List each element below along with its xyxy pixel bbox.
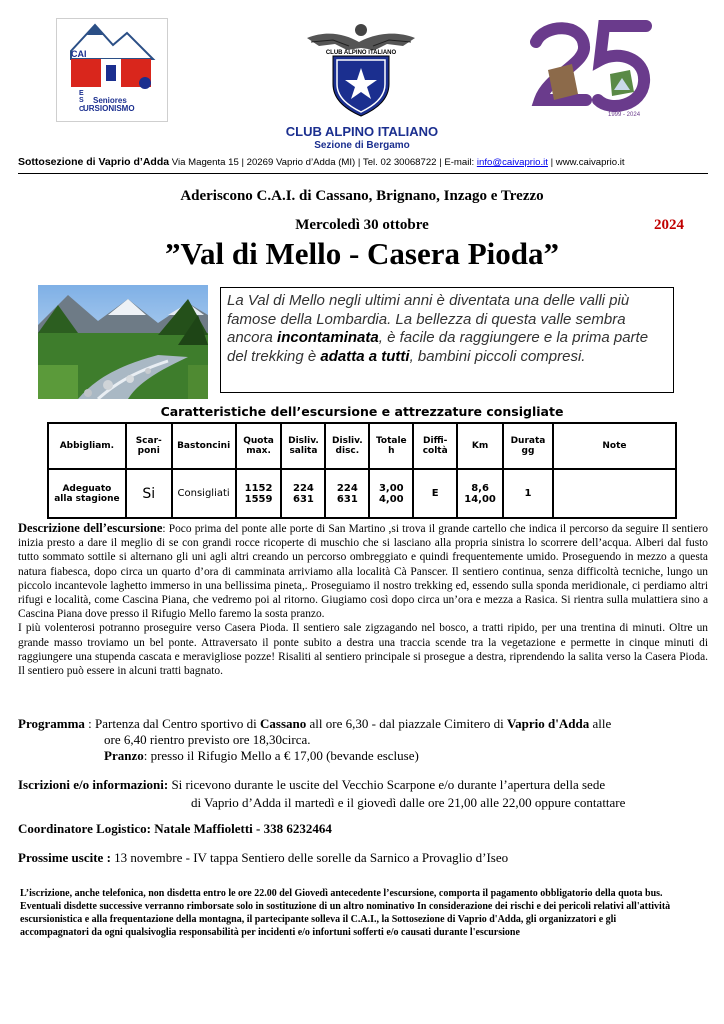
header-km: Km bbox=[457, 423, 503, 469]
cell-durata: 1 bbox=[503, 469, 553, 518]
program-line2: ore 6,40 rientro previsto ore 18,30circa. bbox=[104, 732, 311, 747]
website-text: | www.caivaprio.it bbox=[550, 157, 625, 168]
cell-disliv-salita: 224 631 bbox=[281, 469, 325, 518]
event-year: 2024 bbox=[654, 217, 684, 233]
header-note: Note bbox=[553, 423, 676, 469]
cai-eagle-logo bbox=[303, 20, 419, 118]
header-quota: Quota max. bbox=[236, 423, 282, 469]
address-text: Via Magenta 15 | 20269 Vaprio d’Adda (MI) | Tel. 02 30068722 | E-mail: bbox=[171, 157, 475, 168]
specs-table-title: Caratteristiche dell’escursione e attrezzature consigliate bbox=[160, 404, 564, 419]
svg-text:E: E bbox=[79, 90, 84, 97]
registration-label: Iscrizioni e/o informazioni: bbox=[18, 777, 169, 792]
specs-table bbox=[47, 422, 677, 519]
description-label: Descrizione dell’escursione bbox=[18, 521, 163, 535]
program-label: Programma bbox=[18, 716, 85, 731]
header-disliv-disc: Disliv. disc. bbox=[325, 423, 369, 469]
description bbox=[18, 521, 708, 678]
seniores-escursionismo-logo bbox=[56, 18, 168, 122]
header-disliv-salita: Disliv. salita bbox=[281, 423, 325, 469]
intro-bold-untouched: incontaminata bbox=[277, 329, 379, 346]
valley-photo bbox=[38, 285, 208, 399]
cell-quota: 1152 1559 bbox=[236, 469, 282, 518]
program: Programma : Partenza dal Centro sportivo di Cassano all ore 6,30 - dal piazzale Cimitero di Vaprio d'Adda alle ore 6,40 rientro previsto ore 18,30circa. Pranzo: presso il Rifugio Mello a € 17,00 (bevande escluse) bbox=[18, 716, 708, 764]
svg-text:URSIONISMO: URSIONISMO bbox=[83, 104, 135, 113]
cell-scarponi: Si bbox=[126, 469, 172, 518]
cell-km: 8,6 14,00 bbox=[457, 469, 503, 518]
cell-abbigliam: Adeguato alla stagione bbox=[48, 469, 126, 518]
header-totale: Totale h bbox=[369, 423, 413, 469]
lunch-label: Pranzo bbox=[104, 748, 144, 763]
svg-text:S: S bbox=[79, 97, 84, 104]
header-difficolta: Diffi- coltà bbox=[413, 423, 457, 469]
header-scarponi: Scar- poni bbox=[126, 423, 172, 469]
cell-totale: 3,00 4,00 bbox=[369, 469, 413, 518]
intro-box: La Val di Mello negli ultimi anni è diventata una delle valli più famose della Lombardia. La bellezza di questa valle sembra ancora incontaminata, è facile da raggiungere e la prima parte del trekking è adatta a tutti, bambini piccoli compresi. bbox=[220, 287, 674, 393]
registration: Iscrizioni e/o informazioni: Si ricevono durante le uscite del Vecchio Scarpone e/o durante l’apertura della sede di Vaprio d’Adda il martedì e il giovedì dalle ore 21,00 alle 22,00 oppure contattare bbox=[18, 776, 708, 812]
next-trips bbox=[18, 850, 708, 866]
coordinator: Coordinatore Logistico: Natale Maffioletti - 338 6232464 bbox=[18, 821, 332, 836]
disclaimer: L’iscrizione, anche telefonica, non disdetta entro le ore 22.00 del Giovedì antecedente l’escursione, comporta il pagamento obbligatorio della quota bus. Eventuali disdette successive verranno rimborsate solo in sostituzione di un altro nominativo In considerazione dei rischi e dei pericoli relativi all'attività escursionistica e alla frequentazione della montagna, il partecipante solleva il C.A.I., la Sottosezione di Vaprio d'Adda, gli organizzatori e gli accompagnatori da ogni qualsivoglia responsabilità per incidenti e/o infortuni sofferti e/o causati durante l'escursione bbox=[20, 888, 671, 938]
subsection-name: Sottosezione di Vaprio d’Adda bbox=[18, 156, 170, 168]
header-abbigliam: Abbigliam. bbox=[48, 423, 126, 469]
description-p1: : Poco prima del ponte alle porte di San Martino ,si trova il grande cartello che indica il percorso da seguire Il sentiero inizia presto a dare il meglio di se con grandi rocce ricoperte di muschio che si lasciano alla propria sinistra lo scorrere dell’acqua. Alberi dal fusto tutto sommato sottile si alternano gli uni agli altri creando un percorso ombreggiato e quindi frequentemente umido. Proseguendo in mezzo a questa natura fiabesca, dopo circa un quarto d’ora di camminata arriviamo alla località Cà Panscer. Il sentiero continua, senza difficoltà tecniche, lungo un piccolo incantevole laghetto immerso in una bellissima pineta,. Proseguiamo il nostro trekking ed, essendo sulla sponda meridionale, ci perdiamo altri rifugi e località, come Cascina Piana, che vedremo poi al ritorno. Giugiamo così dopo circa un’ora e mezza a Rasica. Si rientra sulla mulattiera sino a Cascina Piana dove presso il Rifugio Mello faremo la sosta pranzo. bbox=[18, 523, 708, 621]
logo-right-years: 1999 - 2024 bbox=[608, 112, 641, 118]
header-durata: Durata gg bbox=[503, 423, 553, 469]
cell-disliv-disc: 224 631 bbox=[325, 469, 369, 518]
svg-text:Seniores: Seniores bbox=[93, 96, 127, 105]
next-trips-label: Prossime uscite : bbox=[18, 850, 111, 865]
specs-header-row bbox=[48, 423, 676, 469]
event-date: Mercoledì 30 ottobre bbox=[295, 217, 429, 233]
cell-note bbox=[553, 469, 676, 518]
address-line bbox=[18, 156, 708, 168]
logo-left-cai: CAI bbox=[71, 49, 87, 59]
next-trips-text: 13 novembre - IV tappa Sentiero delle sorelle da Sarnico a Provaglio d’Iseo bbox=[110, 850, 509, 865]
anniversary-25-logo bbox=[528, 20, 656, 120]
intro-bold-all: adatta a tutti bbox=[320, 347, 410, 365]
cell-bastoncini: Consigliati bbox=[172, 469, 236, 518]
description-p2: I più volenterosi potranno proseguire verso Casera Pioda. Il sentiero sale zigzagando nel bosco, a tratti ripido, per una trentina di minuti. Oltre un grande masso troviamo un bel ponte. Attraversato il ponte subito a destra una traccia scende tra la vegetazione e permette in cinque minuti di raggiungere una stupenda cascata e meravigliose pozze! Risaliti al sentiero principale si prosegue a destra, riprendendo la salita verso la Casera Pioda. Il sentiero può essere in alcuni tratti bagnato. bbox=[18, 622, 708, 678]
header-divider bbox=[18, 173, 708, 174]
cell-difficolta: E bbox=[413, 469, 457, 518]
table-row bbox=[48, 469, 676, 518]
logo-center-text: CLUB ALPINO ITALIANO bbox=[325, 50, 397, 56]
registration-line2: di Vaprio d’Adda il martedì e il giovedì dalle ore 21,00 alle 22,00 oppure contattare bbox=[191, 795, 626, 810]
adhering-sections: Aderiscono C.A.I. di Cassano, Brignano, Inzago e Trezzo bbox=[180, 188, 544, 204]
svg-text:C: C bbox=[79, 106, 85, 113]
email-link[interactable]: info@caivaprio.it bbox=[476, 157, 548, 168]
org-name: CLUB ALPINO ITALIANO bbox=[285, 124, 439, 139]
section-name: Sezione di Bergamo bbox=[314, 140, 410, 151]
header-bastoncini: Bastoncini bbox=[172, 423, 236, 469]
event-title: ”Val di Mello - Casera Pioda” bbox=[164, 236, 560, 271]
